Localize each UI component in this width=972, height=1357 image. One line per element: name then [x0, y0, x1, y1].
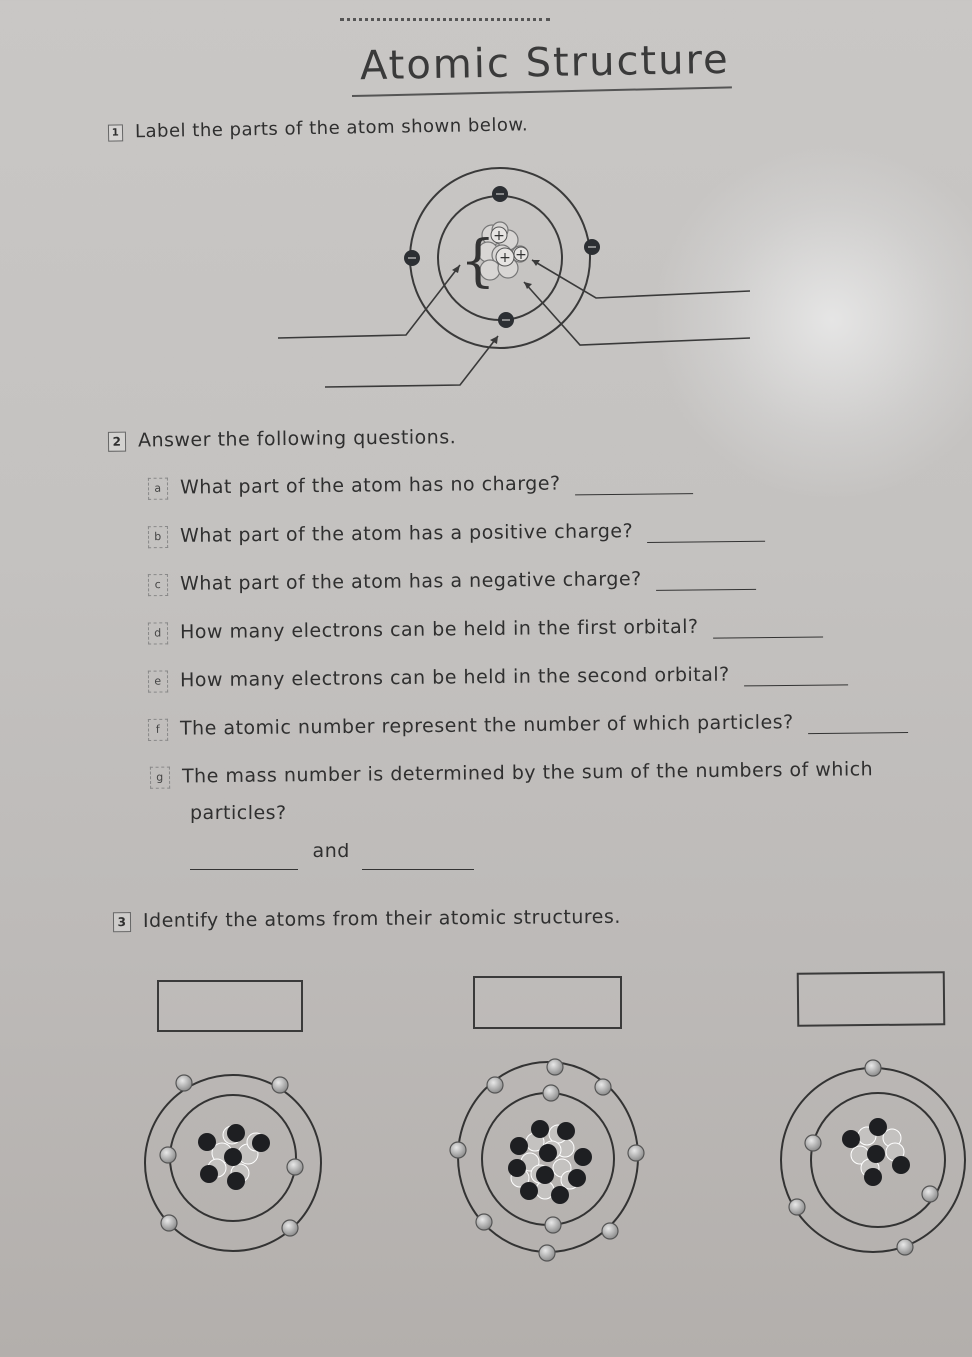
- question-g-continued: particles?: [190, 802, 287, 824]
- answer-blank-g2[interactable]: [362, 869, 474, 870]
- page-title: Atomic Structure: [359, 36, 731, 90]
- question-g: [150, 758, 873, 788]
- section-3-instruction: Identify the atoms from their atomic structures.: [142, 905, 621, 932]
- question-e: [148, 662, 848, 692]
- answer-blank-b[interactable]: [647, 540, 765, 542]
- question-label: f: [148, 718, 168, 740]
- section-1-heading: [108, 114, 529, 142]
- section-2-heading: [108, 426, 456, 452]
- atom-1-answer-box[interactable]: [157, 980, 303, 1032]
- question-label: a: [148, 477, 168, 499]
- question-text: What part of the atom has no charge?: [179, 472, 561, 499]
- answer-blank-e[interactable]: [744, 684, 848, 686]
- atom-structure-3: [770, 1050, 972, 1270]
- question-label: c: [148, 573, 168, 595]
- question-g-answers: [190, 840, 474, 870]
- svg-text:+: +: [493, 228, 505, 244]
- atom-structure-1: [130, 1050, 340, 1260]
- answer-blank-c[interactable]: [656, 588, 756, 590]
- question-text: How many electrons can be held in the second orbital?: [179, 663, 730, 692]
- question-text: What part of the atom has a positive charge?: [179, 520, 634, 547]
- question-text: The atomic number represent the number of which particles?: [179, 711, 794, 740]
- question-label: b: [148, 526, 168, 548]
- atom-structure-2: [440, 1050, 660, 1270]
- svg-text:+: +: [499, 250, 511, 266]
- atom-2-answer-box[interactable]: [473, 976, 622, 1029]
- answer-blank-g1[interactable]: [190, 869, 298, 870]
- section-1-instruction: Label the parts of the atom shown below.: [134, 114, 529, 143]
- question-a: [148, 471, 693, 499]
- question-label: g: [150, 766, 170, 788]
- svg-text:+: +: [515, 247, 527, 263]
- question-label: e: [148, 670, 168, 692]
- question-text: The mass number is determined by the sum of the numbers of which: [181, 758, 874, 788]
- answer-blank-a[interactable]: [575, 493, 693, 495]
- question-b: [148, 519, 765, 548]
- question-f: [148, 710, 908, 740]
- label-lines: [278, 260, 750, 387]
- answer-blank-f[interactable]: [808, 732, 908, 734]
- section-3-heading: [113, 906, 621, 932]
- question-c: [148, 567, 756, 596]
- section-2-number: 2: [108, 431, 126, 451]
- answer-blank-d[interactable]: [713, 636, 823, 638]
- question-text: How many electrons can be held in the first orbital?: [179, 615, 699, 644]
- section-3-number: 3: [113, 912, 131, 932]
- question-d: [148, 614, 823, 644]
- and-word: and: [312, 840, 350, 862]
- section-2-instruction: Answer the following questions.: [137, 426, 457, 452]
- section-1-number: 1: [108, 124, 123, 141]
- nucleus-bracket: {: [460, 229, 496, 294]
- atom-3-answer-box[interactable]: [797, 971, 946, 1027]
- header-strip: [340, 0, 550, 21]
- question-text: What part of the atom has a negative charge?: [179, 568, 642, 595]
- atom-diagram: [270, 160, 760, 400]
- question-label: d: [148, 622, 168, 644]
